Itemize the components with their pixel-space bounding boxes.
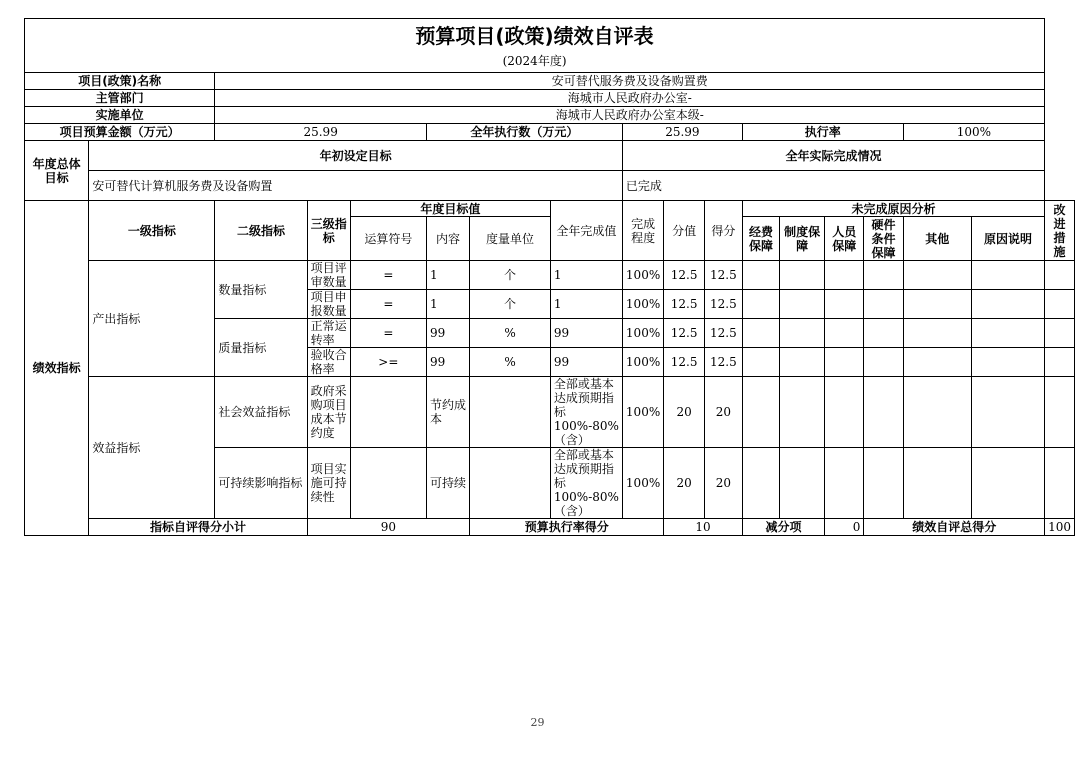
impl-unit-label: 实施单位 bbox=[25, 107, 215, 124]
exec-value: 25.99 bbox=[622, 124, 742, 141]
operator-header: 运算符号 bbox=[350, 217, 426, 261]
row-actual: 1 bbox=[550, 290, 622, 319]
initial-goal-header: 年初设定目标 bbox=[89, 141, 623, 171]
row-unit: % bbox=[470, 348, 551, 377]
row-degree: 100% bbox=[622, 261, 663, 290]
table-row bbox=[25, 261, 1075, 290]
quantity-indicator: 数量指标 bbox=[215, 261, 307, 319]
actual-value-header: 全年完成值 bbox=[550, 201, 622, 261]
row-score: 12.5 bbox=[704, 290, 742, 319]
row-weight: 12.5 bbox=[664, 348, 705, 377]
social-benefit-indicator: 社会效益指标 bbox=[215, 377, 307, 448]
degree-header: 完成程度 bbox=[622, 201, 663, 261]
weight-header: 分值 bbox=[664, 201, 705, 261]
row-content: 可持续 bbox=[426, 448, 469, 519]
row-operator: = bbox=[350, 261, 426, 290]
row-score: 12.5 bbox=[704, 319, 742, 348]
actual-completion-header: 全年实际完成情况 bbox=[622, 141, 1044, 171]
budget-score-label: 预算执行率得分 bbox=[470, 519, 664, 536]
deduct-label: 减分项 bbox=[742, 519, 824, 536]
reason-group-header: 未完成原因分析 bbox=[742, 201, 1044, 217]
dept-label: 主管部门 bbox=[25, 90, 215, 107]
output-indicator: 产出指标 bbox=[89, 261, 215, 377]
row-unit: % bbox=[470, 319, 551, 348]
row-score: 20 bbox=[704, 448, 742, 519]
table-row bbox=[25, 377, 1075, 448]
budget-score-value: 10 bbox=[664, 519, 743, 536]
level3-header: 三级指标 bbox=[307, 201, 350, 261]
reason-system-header: 制度保障 bbox=[780, 217, 825, 261]
row-operator: = bbox=[350, 319, 426, 348]
row-weight: 12.5 bbox=[664, 261, 705, 290]
row-level3: 政府采购项目成本节约度 bbox=[307, 377, 350, 448]
row-unit bbox=[470, 377, 551, 448]
row-level3: 项目申报数量 bbox=[307, 290, 350, 319]
row-degree: 100% bbox=[622, 319, 663, 348]
row-actual: 全部或基本达成预期指标100%-80%（含） bbox=[550, 377, 622, 448]
row-content: 99 bbox=[426, 348, 469, 377]
level1-header: 一级指标 bbox=[89, 201, 215, 261]
reason-funding-header: 经费保障 bbox=[742, 217, 779, 261]
rate-label: 执行率 bbox=[742, 124, 903, 141]
budget-label: 项目预算金额（万元） bbox=[25, 124, 215, 141]
quality-indicator: 质量指标 bbox=[215, 319, 307, 377]
row-operator bbox=[350, 377, 426, 448]
row-unit: 个 bbox=[470, 290, 551, 319]
row-weight: 20 bbox=[664, 448, 705, 519]
page-number: 29 bbox=[530, 716, 545, 729]
improve-header: 改进措施 bbox=[1045, 201, 1075, 261]
annual-goal-label: 年度总体目标 bbox=[25, 141, 89, 201]
budget-value: 25.99 bbox=[215, 124, 427, 141]
project-name-value: 安可替代服务费及设备购置费 bbox=[215, 73, 1045, 90]
row-degree: 100% bbox=[622, 377, 663, 448]
row-unit bbox=[470, 448, 551, 519]
subtotal-value: 90 bbox=[307, 519, 470, 536]
row-operator bbox=[350, 448, 426, 519]
reason-hardware-header: 硬件条件保障 bbox=[864, 217, 903, 261]
total-score-label: 绩效自评总得分 bbox=[864, 519, 1045, 536]
row-content: 节约成本 bbox=[426, 377, 469, 448]
row-level3: 验收合格率 bbox=[307, 348, 350, 377]
page-title: 预算项目(政策)绩效自评表 bbox=[25, 19, 1045, 51]
reason-staff-header: 人员保障 bbox=[825, 217, 864, 261]
row-unit: 个 bbox=[470, 261, 551, 290]
row-level3: 项目实施可持续性 bbox=[307, 448, 350, 519]
actual-completion-text: 已完成 bbox=[622, 171, 1044, 201]
total-score-value: 100 bbox=[1045, 519, 1075, 536]
reason-note-header: 原因说明 bbox=[971, 217, 1044, 261]
reason-other-header: 其他 bbox=[903, 217, 971, 261]
row-content: 1 bbox=[426, 261, 469, 290]
score-header: 得分 bbox=[704, 201, 742, 261]
row-weight: 12.5 bbox=[664, 290, 705, 319]
initial-goal-text: 安可替代计算机服务费及设备购置 bbox=[89, 171, 623, 201]
sustainable-indicator: 可持续影响指标 bbox=[215, 448, 307, 519]
row-score: 12.5 bbox=[704, 261, 742, 290]
benefit-indicator: 效益指标 bbox=[89, 377, 215, 519]
row-weight: 12.5 bbox=[664, 319, 705, 348]
row-actual: 99 bbox=[550, 319, 622, 348]
unit-header: 度量单位 bbox=[470, 217, 551, 261]
rate-value: 100% bbox=[903, 124, 1044, 141]
row-weight: 20 bbox=[664, 377, 705, 448]
level2-header: 二级指标 bbox=[215, 201, 307, 261]
row-level3: 正常运转率 bbox=[307, 319, 350, 348]
row-level3: 项目评审数量 bbox=[307, 261, 350, 290]
row-score: 20 bbox=[704, 377, 742, 448]
row-degree: 100% bbox=[622, 348, 663, 377]
deduct-value: 0 bbox=[825, 519, 864, 536]
target-group-header: 年度目标值 bbox=[350, 201, 550, 217]
impl-unit-value: 海城市人民政府办公室本级- bbox=[215, 107, 1045, 124]
row-score: 12.5 bbox=[704, 348, 742, 377]
row-actual: 99 bbox=[550, 348, 622, 377]
dept-value: 海城市人民政府办公室- bbox=[215, 90, 1045, 107]
row-actual: 1 bbox=[550, 261, 622, 290]
subtotal-label: 指标自评得分小计 bbox=[89, 519, 307, 536]
row-degree: 100% bbox=[622, 448, 663, 519]
exec-label: 全年执行数（万元） bbox=[426, 124, 622, 141]
row-content: 1 bbox=[426, 290, 469, 319]
perf-indicators-label: 绩效指标 bbox=[25, 201, 89, 536]
row-content: 99 bbox=[426, 319, 469, 348]
performance-table bbox=[24, 18, 1075, 536]
content-header: 内容 bbox=[426, 217, 469, 261]
row-operator: >= bbox=[350, 348, 426, 377]
report-year: (2024年度) bbox=[25, 51, 1045, 73]
project-name-label: 项目(政策)名称 bbox=[25, 73, 215, 90]
row-operator: = bbox=[350, 290, 426, 319]
row-degree: 100% bbox=[622, 290, 663, 319]
row-actual: 全部或基本达成预期指标100%-80%（含） bbox=[550, 448, 622, 519]
